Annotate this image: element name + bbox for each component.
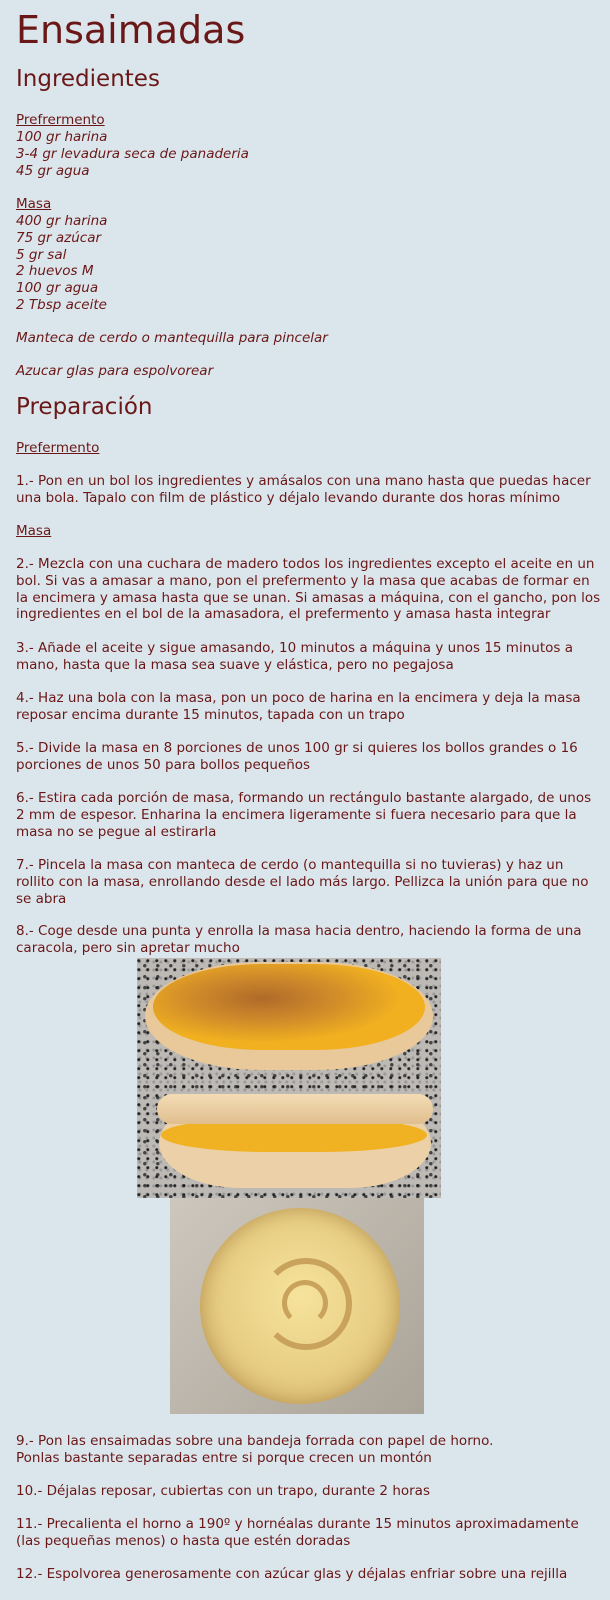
ensaimada-spiral-photo	[170, 1198, 424, 1414]
ingredient-item: 2 Tbsp aceite	[16, 297, 107, 313]
ingredient-extra: Manteca de cerdo o mantequilla para pincelar	[16, 330, 328, 346]
step-2: 2.- Mezcla con una cuchara de madero todos los ingredientes excepto el aceite en un bol. Si vas a amasar a mano, pon el prefermento y la masa que acabas de formar en la encimera y amasa hasta que se unan. Si amasas a máquina, con el gancho, pon los ingredientes en el bol de la amasadora, el prefermento y amasa hasta integrar	[16, 556, 601, 623]
ingredient-item: 100 gr harina	[16, 129, 108, 145]
page-title: Ensaimadas	[16, 8, 246, 52]
ingredient-item: 5 gr sal	[16, 247, 67, 263]
ingredient-item: 3-4 gr levadura seca de panaderia	[16, 146, 249, 162]
step-12: 12.- Espolvorea generosamente con azúcar glas y déjalas enfriar sobre una rejilla	[16, 1566, 568, 1582]
ingredients-heading: Ingredientes	[16, 66, 160, 92]
masa-step-label: Masa	[16, 523, 52, 539]
step-5: 5.- Divide la masa en 8 porciones de unos 100 gr si quieres los bollos grandes o 16 porciones de unos 50 para bollos pequeños	[16, 740, 578, 773]
ingredient-extra: Azucar glas para espolvorear	[16, 363, 214, 379]
preparation-heading: Preparación	[16, 394, 153, 420]
masa-label: Masa	[16, 196, 52, 212]
prefermento-label: Prefrermento	[16, 112, 105, 128]
ingredient-item: 100 gr agua	[16, 280, 99, 296]
ingredient-item: 2 huevos M	[16, 263, 94, 279]
step-6: 6.- Estira cada porción de masa, formando un rectángulo bastante alargado, de unos 2 mm de espesor. Enharina la encimera ligeramente si fuera necesario para que la masa no se pegue al estirarla	[16, 790, 592, 840]
step-1: 1.- Pon en un bol los ingredientes y amásalos con una mano hasta que puedas hacer una bola. Tapalo con film de plástico y déjalo levando durante dos horas mínimo	[16, 473, 591, 506]
dough-filling	[153, 964, 425, 1050]
step-9b: Ponlas bastante separadas entre si porque crecen un montón	[16, 1450, 432, 1466]
ingredient-item: 45 gr agua	[16, 163, 90, 179]
step-10: 10.- Déjalas reposar, cubiertas con un trapo, durante 2 horas	[16, 1483, 430, 1499]
ingredient-item: 75 gr azúcar	[16, 230, 102, 246]
dough-roll	[157, 1094, 433, 1124]
prefermento-step-label: Prefermento	[16, 440, 100, 456]
ingredient-item: 400 gr harina	[16, 213, 108, 229]
step-9: 9.- Pon las ensaimadas sobre una bandeja forrada con papel de horno.	[16, 1433, 494, 1449]
dough-rolling-photo	[137, 958, 441, 1198]
step-11: 11.- Precalienta el horno a 190º y hornéalas durante 15 minutos aproximadamente (las pequeñas menos) o hasta que estén doradas	[16, 1516, 579, 1549]
spiral-dough	[200, 1208, 400, 1404]
step-8: 8.- Coge desde una punta y enrolla la masa hacia dentro, haciendo la forma de una caracola, pero sin apretar mucho	[16, 923, 582, 956]
step-7: 7.- Pincela la masa con manteca de cerdo (o mantequilla si no tuvieras) y haz un rollito con la masa, enrollando desde el lado más largo. Pellizca la unión para que no se abra	[16, 857, 589, 907]
spiral-center	[282, 1280, 328, 1326]
step-3: 3.- Añade el aceite y sigue amasando, 10 minutos a máquina y unos 15 minutos a mano, hasta que la masa sea suave y elástica, pero no pegajosa	[16, 640, 573, 673]
step-4: 4.- Haz una bola con la masa, pon un poco de harina en la encimera y deja la masa reposar encima durante 15 minutos, tapada con un trapo	[16, 690, 581, 723]
